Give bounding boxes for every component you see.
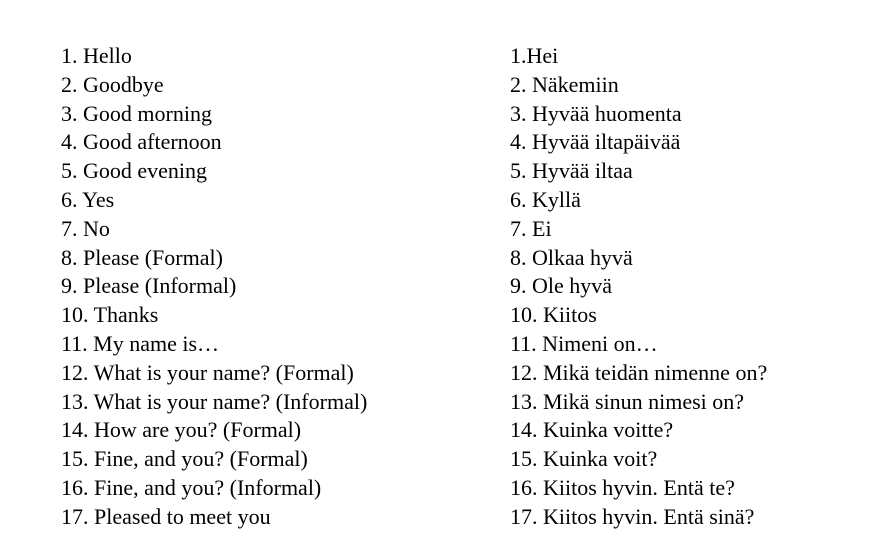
finnish-phrase: 14. Kuinka voitte? bbox=[510, 417, 674, 443]
finnish-phrase: 4. Hyvää iltapäivää bbox=[510, 129, 681, 155]
english-phrase: 9. Please (Informal) bbox=[61, 273, 237, 299]
finnish-phrase: 2. Näkemiin bbox=[510, 71, 619, 97]
english-phrase: 17. Pleased to meet you bbox=[61, 503, 271, 529]
english-phrase: 14. How are you? (Formal) bbox=[61, 417, 302, 443]
finnish-phrase: 1.Hei bbox=[510, 43, 559, 68]
english-phrase: 2. Goodbye bbox=[61, 71, 164, 97]
english-phrase: 11. My name is… bbox=[61, 330, 220, 356]
finnish-phrase: 8. Olkaa hyvä bbox=[510, 244, 633, 270]
finnish-phrase: 5. Hyvää iltaa bbox=[510, 158, 633, 184]
english-phrase: 16. Fine, and you? (Informal) bbox=[61, 474, 322, 500]
english-phrase: 12. What is your name? (Formal) bbox=[61, 359, 354, 385]
english-phrase: 10. Thanks bbox=[61, 302, 159, 328]
finnish-phrase: 12. Mikä teidän nimenne on? bbox=[510, 359, 768, 385]
finnish-phrase: 11. Nimeni on… bbox=[510, 330, 658, 356]
english-phrase: 6. Yes bbox=[61, 186, 115, 212]
finnish-phrase: 7. Ei bbox=[510, 215, 552, 241]
english-phrase: 4. Good afternoon bbox=[61, 129, 222, 155]
finnish-phrase-list bbox=[510, 42, 767, 532]
finnish-phrase: 6. Kyllä bbox=[510, 186, 581, 212]
english-phrase: 13. What is your name? (Informal) bbox=[61, 388, 368, 414]
finnish-phrase: 13. Mikä sinun nimesi on? bbox=[510, 388, 745, 414]
english-phrase: 3. Good morning bbox=[61, 100, 212, 126]
english-phrase: 7. No bbox=[61, 215, 110, 241]
finnish-phrase: 17. Kiitos hyvin. Entä sinä? bbox=[510, 503, 755, 529]
english-phrase-list bbox=[61, 42, 367, 532]
english-phrase: 1. Hello bbox=[61, 43, 132, 68]
finnish-phrase: 16. Kiitos hyvin. Entä te? bbox=[510, 474, 735, 500]
finnish-phrase: 15. Kuinka voit? bbox=[510, 446, 658, 472]
finnish-phrase: 10. Kiitos bbox=[510, 302, 597, 328]
english-phrase: 5. Good evening bbox=[61, 158, 208, 184]
finnish-phrase: 3. Hyvää huomenta bbox=[510, 100, 682, 126]
english-phrase: 15. Fine, and you? (Formal) bbox=[61, 446, 308, 472]
finnish-phrase: 9. Ole hyvä bbox=[510, 273, 613, 299]
english-phrase: 8. Please (Formal) bbox=[61, 244, 223, 270]
